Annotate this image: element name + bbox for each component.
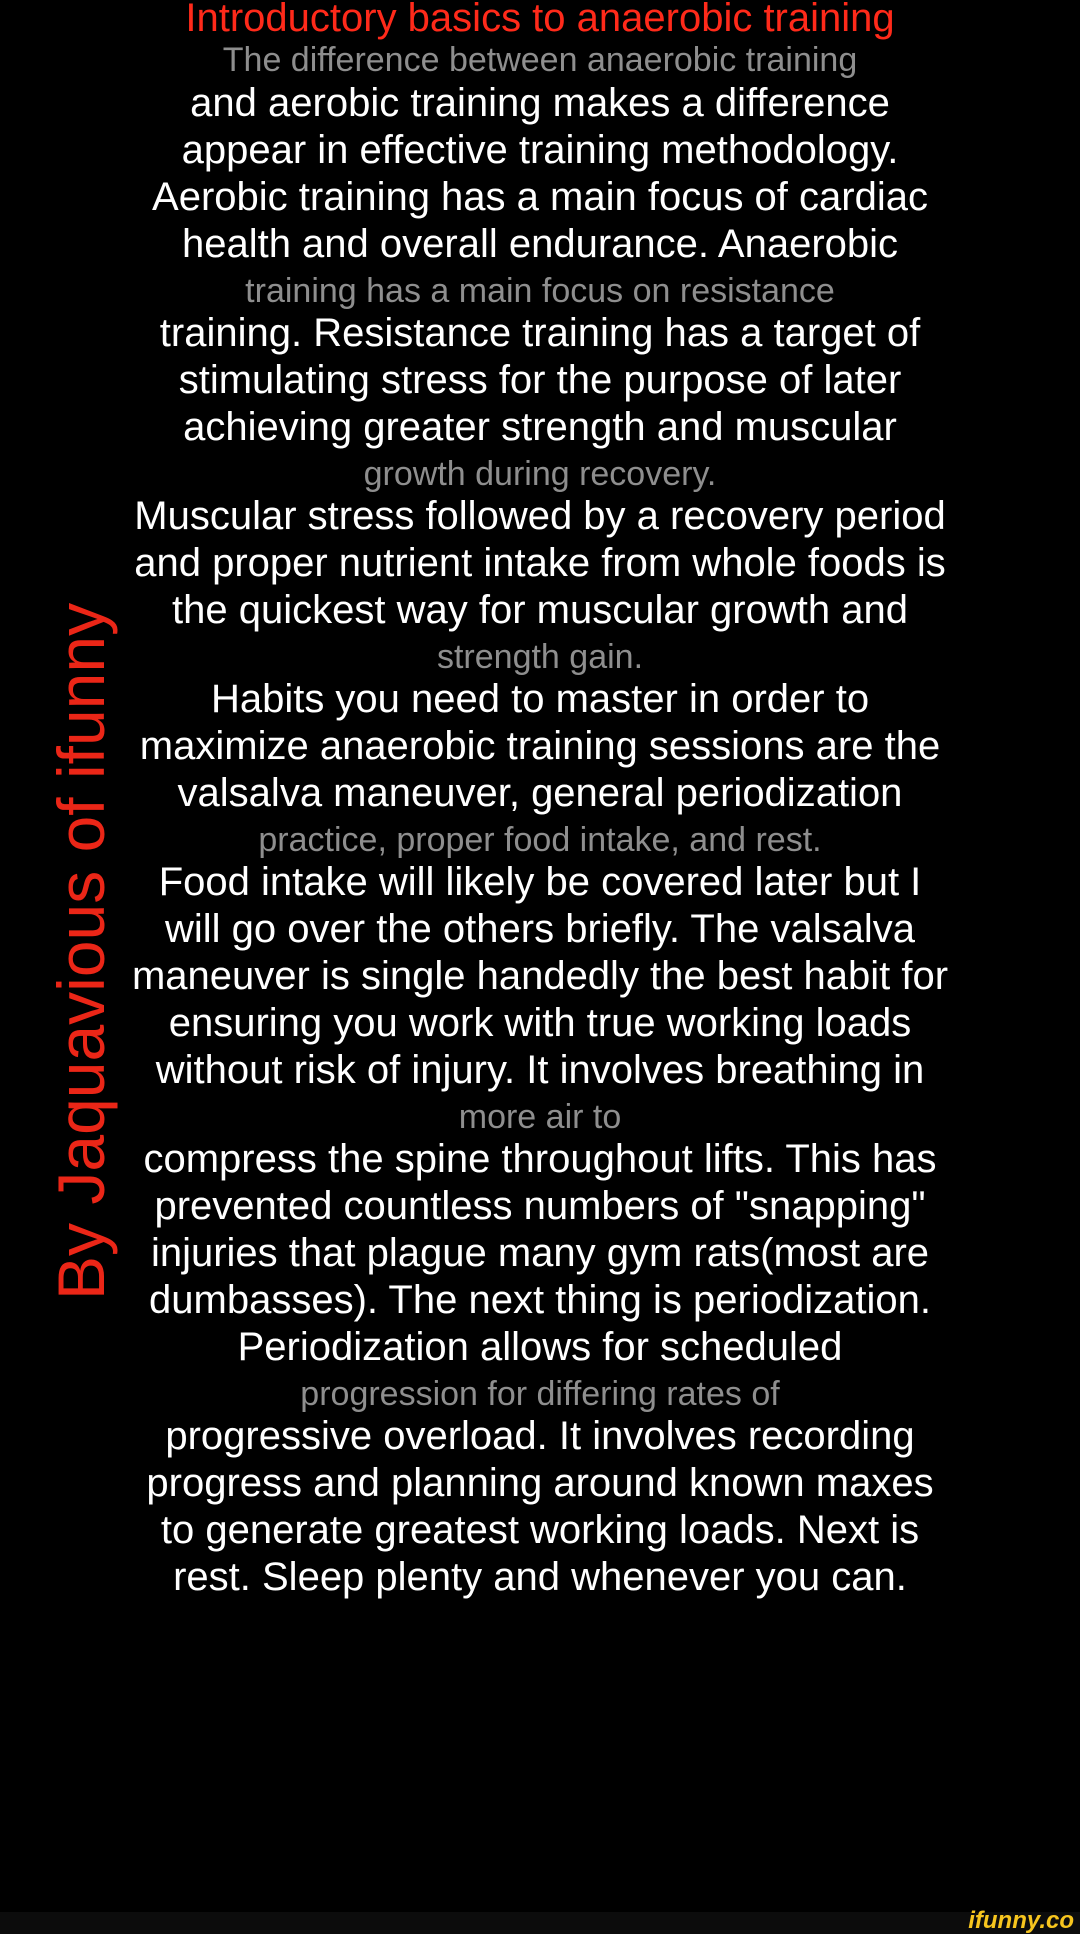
author-watermark: By Jaquavious of ifunny bbox=[44, 602, 118, 1300]
text-line: to generate greatest working loads. Next is bbox=[160, 1508, 920, 1552]
text-line: rest. Sleep plenty and whenever you can. bbox=[173, 1555, 907, 1599]
text-line: valsalva maneuver, general periodization bbox=[177, 771, 903, 815]
text-line: without risk of injury. It involves breathing in bbox=[155, 1048, 925, 1092]
text-line: more air to bbox=[458, 1098, 622, 1136]
text-line: and aerobic training makes a difference bbox=[190, 81, 890, 125]
text-line: achieving greater strength and muscular bbox=[183, 405, 897, 449]
text-line: prevented countless numbers of "snapping" bbox=[154, 1184, 926, 1228]
text-line: dumbasses). The next thing is periodization. bbox=[149, 1278, 931, 1322]
page-title: Introductory basics to anaerobic training bbox=[185, 0, 895, 40]
text-line: appear in effective training methodology. bbox=[181, 128, 899, 172]
text-line: health and overall endurance. Anaerobic bbox=[181, 222, 899, 266]
text-line: maximize anaerobic training sessions are the bbox=[139, 724, 941, 768]
text-line: Food intake will likely be covered later but I bbox=[158, 860, 922, 904]
text-line: ensuring you work with true working loads bbox=[168, 1001, 912, 1045]
text-line: the quickest way for muscular growth and bbox=[172, 588, 908, 632]
text-line: progression for differing rates of bbox=[300, 1375, 780, 1413]
text-line: maneuver is single handedly the best habit for bbox=[131, 954, 949, 998]
text-line: progress and planning around known maxes bbox=[146, 1461, 934, 1505]
text-line: and proper nutrient intake from whole foods is bbox=[134, 541, 946, 585]
footer-bar bbox=[0, 1912, 1080, 1934]
text-line: injuries that plague many gym rats(most are bbox=[150, 1231, 930, 1275]
text-line: Muscular stress followed by a recovery period bbox=[134, 494, 946, 538]
text-line: stimulating stress for the purpose of later bbox=[178, 358, 902, 402]
ifunny-logo: ifunny.co bbox=[968, 1907, 1074, 1934]
text-line: compress the spine throughout lifts. This has bbox=[143, 1137, 937, 1181]
text-line: Aerobic training has a main focus of cardiac bbox=[152, 175, 928, 219]
text-line: training has a main focus on resistance bbox=[245, 272, 835, 310]
text-line: will go over the others briefly. The valsalva bbox=[165, 907, 915, 951]
text-line: Periodization allows for scheduled bbox=[237, 1325, 843, 1369]
text-line: progressive overload. It involves recording bbox=[165, 1414, 915, 1458]
text-line: practice, proper food intake, and rest. bbox=[258, 821, 822, 859]
text-line: Habits you need to master in order to bbox=[210, 677, 870, 721]
text-line: growth during recovery. bbox=[363, 455, 717, 493]
text-line: The difference between anaerobic training bbox=[222, 41, 858, 79]
text-line: strength gain. bbox=[436, 638, 644, 676]
text-line: training. Resistance training has a target of bbox=[159, 311, 921, 355]
